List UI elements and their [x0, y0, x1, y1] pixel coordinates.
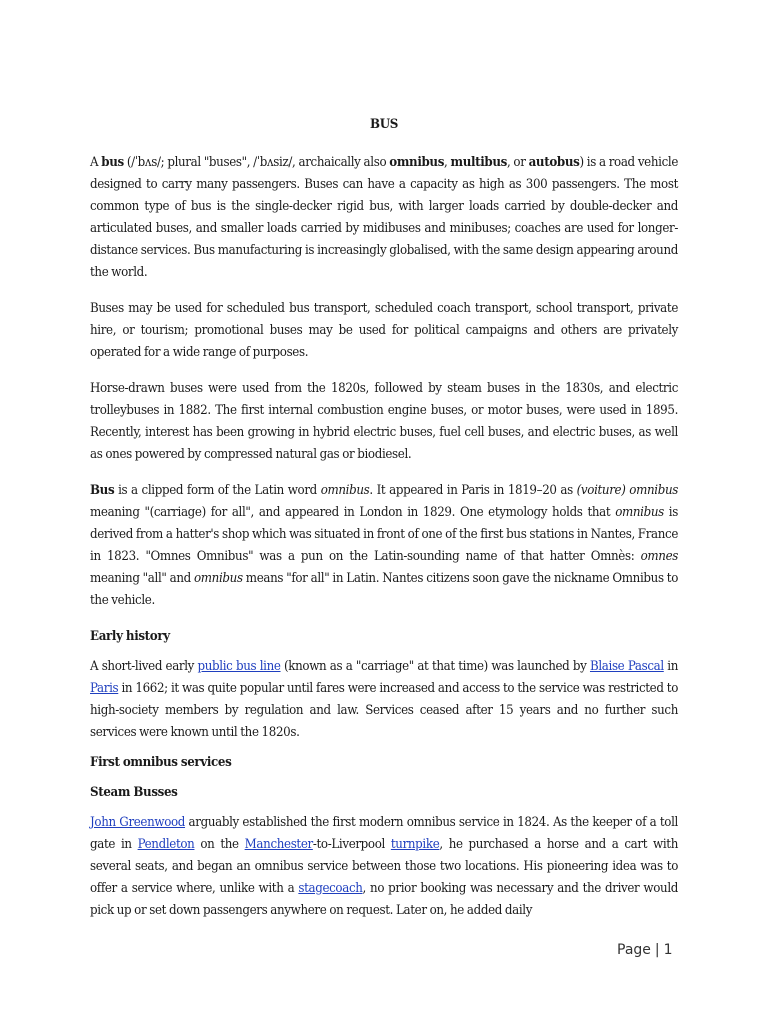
italic-term: omnibus [615, 505, 664, 520]
link-john-greenwood[interactable]: John Greenwood [90, 815, 186, 830]
text-run: meaning "all" and [90, 571, 194, 586]
paragraph-etymology [90, 480, 678, 612]
heading-steam-busses: Steam Busses [90, 785, 178, 800]
link-turnpike[interactable]: turnpike [390, 837, 440, 852]
page-separator: | [654, 942, 660, 958]
paragraph-history-summary: Horse-drawn buses were used from the 1820s, followed by steam buses in the 1830s, and electric trolleybuses in 1882. The first internal combustion engine buses, or motor buses, were used in 1895. Recently, interest has been growing in hybrid electric buses, fuel cell buses, and electric buses, as well as ones powered by compressed natural gas or biodiesel. [90, 381, 678, 462]
bold-term-bus: bus [101, 155, 124, 170]
text-run: , he purchased a horse and a cart with several seats, and began an omnibus service between those two locations. His pioneering idea was to offer a service where, unlike with a [90, 837, 678, 896]
text-run: is derived from a hatter's shop which was situated in front of one of the first bus stations in Nantes, France in 1823. "Omnes Omnibus" was a pun on the Latin-sounding name of that hatter Omnès: [90, 505, 678, 564]
link-pendleton[interactable]: Pendleton [137, 837, 195, 852]
italic-term: (voiture) omnibus [576, 483, 678, 498]
italic-term: omnes [640, 549, 678, 564]
text-run: , or [506, 155, 529, 170]
bold-term-multibus: multibus [450, 155, 507, 170]
heading-first-omnibus-services: First omnibus services [90, 755, 232, 770]
text-run: A [90, 155, 102, 170]
link-public-bus-line[interactable]: public bus line [197, 659, 281, 674]
heading-early-history: Early history [90, 629, 170, 644]
page-footer [617, 942, 673, 958]
text-run: , no prior booking was necessary and the driver would pick up or set down passengers anywhere on request. Later on, he added daily [90, 881, 678, 918]
link-manchester[interactable]: Manchester [244, 837, 313, 852]
paragraph-early-history [90, 656, 678, 744]
text-run: (known as a "carriage" at that time) was launched by [280, 659, 590, 674]
link-blaise-pascal[interactable]: Blaise Pascal [589, 659, 664, 674]
text-run: in 1662; it was quite popular until fares were increased and access to the service was restricted to high-society members by regulation and law. Services ceased after 15 years and no further such services were known until the 1820s. [90, 681, 678, 740]
paragraph-intro [90, 152, 678, 284]
text-run: . It appeared in Paris in 1819–20 as [369, 483, 577, 498]
text-run: , [444, 155, 451, 170]
text-run: (/ˈbʌs/; plural "buses", /ˈbʌsiz/, archaically also [123, 155, 390, 170]
link-stagecoach[interactable]: stagecoach [298, 881, 363, 896]
document-title: BUS [370, 117, 398, 132]
text-run: A short-lived early [90, 659, 198, 674]
text-run: ) is a road vehicle designed to carry many passengers. Buses can have a capacity as high as 300 passengers. The most common type of bus is the single-decker rigid bus, with larger loads carried by double-decker and articulated buses, and smaller loads carried by midibuses and minibuses; coaches are used for longer-distance services. Bus manufacturing is increasingly globalised, with the same design appearing around the world. [90, 155, 678, 280]
bold-term-omnibus: omnibus [389, 155, 445, 170]
text-run: on the [194, 837, 245, 852]
italic-term: omnibus [320, 483, 370, 498]
paragraph-uses: Buses may be used for scheduled bus transport, scheduled coach transport, school transport, private hire, or tourism; promotional buses may be used for political campaigns and others are privately operated for a wide range of purposes. [90, 301, 678, 360]
bold-term-autobus: autobus [528, 155, 580, 170]
paragraph-steam-busses [90, 812, 678, 922]
text-run: meaning "(carriage) for all", and appeared in London in 1829. One etymology holds that [90, 505, 616, 520]
page-label: Page [617, 942, 651, 958]
text-run: means "for all" in Latin. Nantes citizens soon gave the nickname Omnibus to the vehicle. [90, 571, 678, 608]
text-run: is a clipped form of the Latin word [114, 483, 321, 498]
bold-term-bus: Bus [90, 483, 115, 498]
text-run: -to-Liverpool [312, 837, 391, 852]
text-run: arguably established the first modern omnibus service in 1824. As the keeper of a toll gate in [90, 815, 678, 852]
text-run: in [663, 659, 678, 674]
page-number: 1 [663, 942, 673, 958]
italic-term: omnibus [193, 571, 243, 586]
document-body [90, 114, 678, 936]
link-paris[interactable]: Paris [90, 681, 119, 696]
